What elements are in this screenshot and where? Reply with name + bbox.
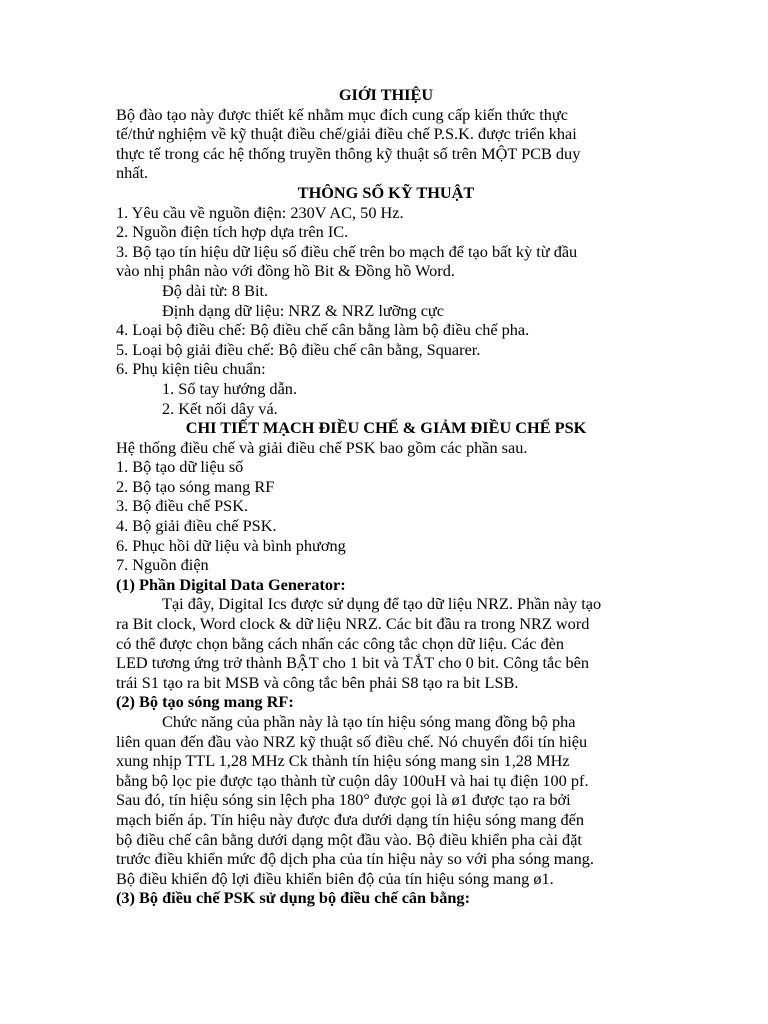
spec-item: 6. Phụ kiện tiêu chuẩn:	[116, 359, 266, 379]
section1-line: ra Bit clock, Word clock & dữ liệu NRZ. Các bit đầu ra trong NRZ word	[116, 614, 590, 634]
section1-line: LED tương ứng trở thành BẬT cho 1 bit và TẮT cho 0 bit. Công tắc bên	[116, 653, 590, 673]
specs-title: THÔNG SỐ KỸ THUẬT	[297, 182, 475, 202]
intro-line: Bộ đào tạo này được thiết kế nhằm mục đích cung cấp kiến thức thực	[116, 104, 568, 124]
section2-line: Bộ điều khiển độ lợi điều khiển biên độ của tín hiệu sóng mang ø1.	[116, 868, 554, 888]
circuit-part: 6. Phục hồi dữ liệu và bình phương	[116, 535, 346, 555]
section3-heading: (3) Bộ điều chế PSK sử dụng bộ điều chế cân bằng:	[116, 888, 470, 908]
section1-line: Tại đây, Digital Ics được sử dụng để tạo dữ liệu NRZ. Phần này tạo	[162, 594, 602, 614]
intro-line: nhất.	[116, 163, 149, 183]
accessory-item: 2. Kết nối dây vá.	[162, 398, 278, 418]
spec-item: 1. Yêu cầu về nguồn điện: 230V AC, 50 Hz.	[116, 202, 404, 222]
circuit-part: 3. Bộ điều chế PSK.	[116, 496, 249, 516]
section2-line: xung nhịp TTL 1,28 MHz Ck thành tín hiệu sóng mang sin 1,28 MHz	[116, 751, 570, 771]
section2-line: Chức năng của phần này là tạo tín hiệu sóng mang đồng bộ pha	[162, 712, 576, 731]
circuit-part: 1. Bộ tạo dữ liệu số	[116, 457, 244, 477]
circuit-part: 4. Bộ giải điều chế PSK.	[116, 516, 277, 536]
circuit-title: CHI TIẾT MẠCH ĐIỀU CHẾ & GIẢM ĐIỀU CHẾ PSK	[185, 418, 587, 438]
intro-line: tế/thử nghiệm về kỹ thuật điều chế/giải điều chế P.S.K. được triển khai	[116, 124, 577, 144]
section1-heading: (1) Phần Digital Data Generator:	[116, 574, 346, 594]
spec-item: 5. Loại bộ giải điều chế: Bộ điều chế cân bằng, Squarer.	[116, 339, 481, 359]
section2-line: mạch biến áp. Tín hiệu này được đưa dưới dạng tín hiệu sóng mang đến	[116, 809, 584, 829]
circuit-part: 2. Bộ tạo sóng mang RF	[116, 476, 275, 496]
section1-line: trái S1 tạo ra bit MSB và công tắc bên phải S8 tạo ra bit LSB.	[116, 672, 519, 692]
section2-line: bằng bộ lọc pie được tạo thành từ cuộn dây 100uH và hai tụ điện 100 pf.	[116, 770, 589, 790]
accessory-item: 1. Sổ tay hướng dẫn.	[162, 378, 298, 398]
spec-item: 3. Bộ tạo tín hiệu dữ liệu số điều chế trên bo mạch để tạo bất kỳ từ đầu	[116, 241, 578, 261]
spec-item: 4. Loại bộ điều chế: Bộ điều chế cân bằng làm bộ điều chế pha.	[116, 320, 530, 340]
spec-sub-item: Độ dài từ: 8 Bit.	[162, 280, 269, 300]
intro-line: thực tế trong các hệ thống truyền thông kỹ thuật số trên MỘT PCB duy	[116, 143, 581, 163]
intro-title: GIỚI THIỆU	[338, 85, 434, 104]
section2-line: liên quan đến đầu vào NRZ kỹ thuật số điều chế. Nó chuyển đổi tín hiệu	[116, 731, 588, 751]
section2-line: Sau đó, tín hiệu sóng sin lệch pha 180° được gọi là ø1 được tạo ra bởi	[116, 790, 571, 810]
section2-line: bộ điều chế cân bằng dưới dạng một đầu vào. Bộ điều khiển pha cài đặt	[116, 829, 582, 849]
section2-heading: (2) Bộ tạo sóng mang RF:	[116, 692, 294, 712]
section2-line: trước điều khiển mức độ dịch pha của tín hiệu này so với pha sóng mang.	[116, 849, 594, 869]
spec-sub-item: Định dạng dữ liệu: NRZ & NRZ lưỡng cực	[162, 300, 444, 320]
circuit-intro: Hệ thống điều chế và giải điều chế PSK bao gồm các phần sau.	[116, 437, 528, 457]
spec-item: 2. Nguồn điện tích hợp dựa trên IC.	[116, 222, 349, 242]
spec-item: vào nhị phân nào với đồng hồ Bit & Đồng hồ Word.	[116, 261, 455, 281]
circuit-part: 7. Nguồn điện	[116, 555, 209, 575]
section1-line: có thể được chọn bằng cách nhấn các công tắc chọn dữ liệu. Các đèn	[116, 633, 565, 653]
document-page	[116, 85, 656, 908]
